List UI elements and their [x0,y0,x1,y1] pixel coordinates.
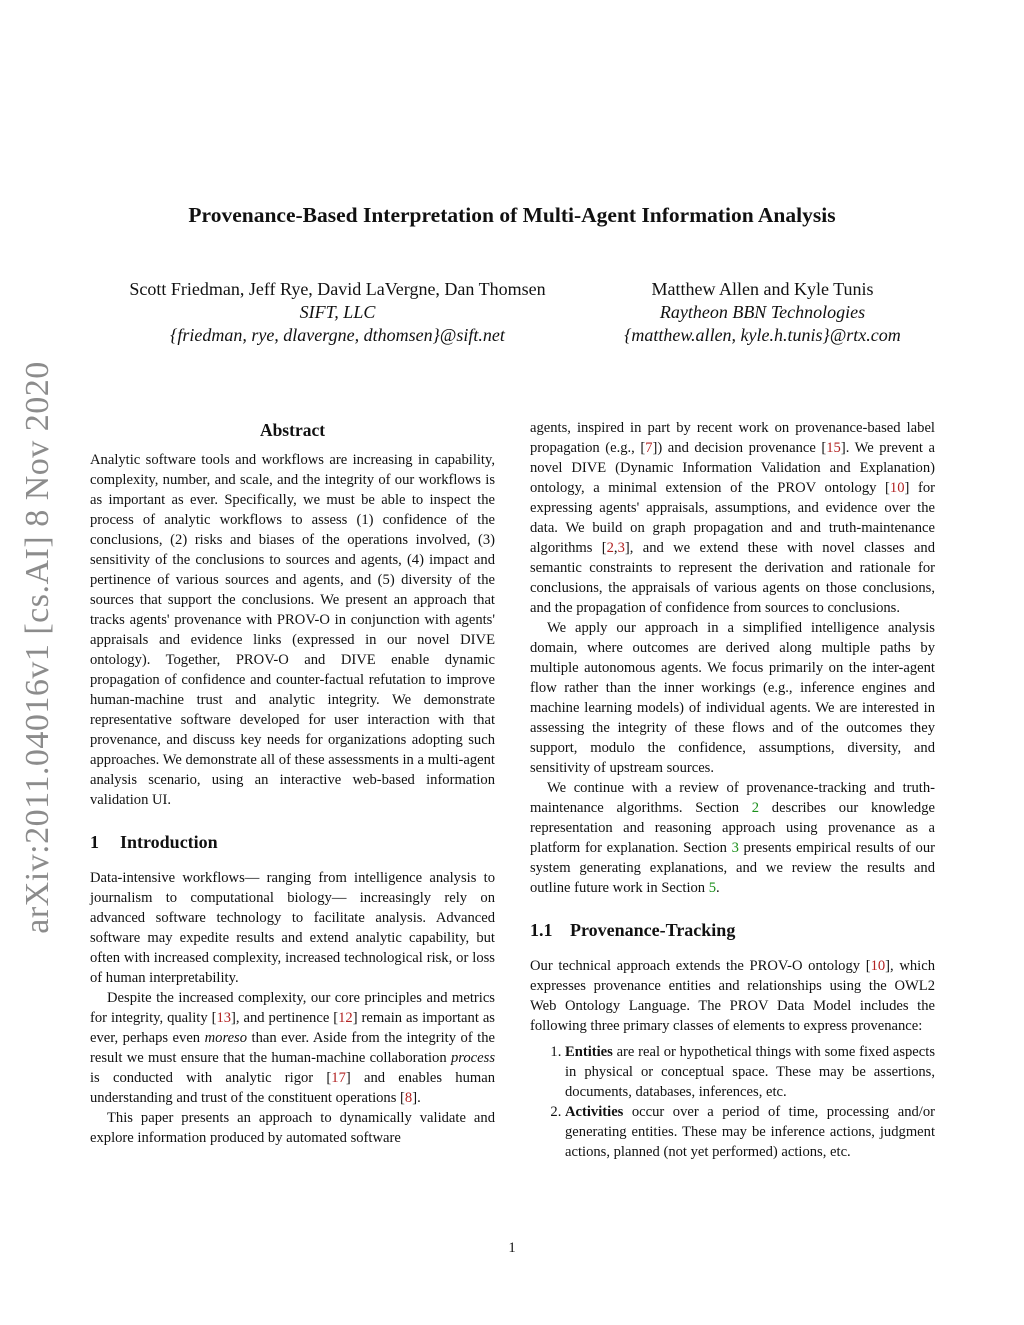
citation-link[interactable]: 8 [404,1090,413,1106]
author-names: Matthew Allen and Kyle Tunis [651,279,874,299]
section-title: Provenance-Tracking [570,920,736,940]
citation-link[interactable]: 13 [216,1010,232,1026]
section-number: 1 [90,832,99,852]
intro-paragraph-3-start: This paper presents an approach to dynamically validate and explore information produced by automated software [90,1110,495,1146]
author-email: {matthew.allen, kyle.h.tunis}@rtx.com [624,325,901,345]
section-number: 1.1 [530,920,553,940]
author-block-raytheon [585,278,940,347]
citation-link[interactable]: 15 [826,440,841,456]
citation-link[interactable]: 17 [331,1070,346,1086]
section-link[interactable]: 5 [708,880,717,896]
citation-link[interactable]: 10 [870,958,886,974]
intro-paragraph-1: Data-intensive workflows— ranging from intelligence analysis to journalism to computational biology— increasingly rely on advanced software technology to facilitate analysis. Advanced software may expedite results and extend analytic capability, but often with increased complexity, increased technological risk, or loss of human interpretability. [90,870,495,986]
section-link[interactable]: 2 [751,800,760,816]
intro-paragraph-4: We apply our approach in a simplified intelligence analysis domain, where outcomes are derived along multiple paths by multiple autonomous agents. We focus primarily on the inter-agent flow rather than the inner workings (e.g., inference engines and machine learning models) of individual agents. We are interested in assessing the integrity of these flows and of the outcomes they support, modulo the confidence, assumptions, diversity, and sensitivity of upstream sources. [530,620,935,776]
author-affiliation: Raytheon BBN Technologies [659,302,866,322]
section-heading-introduction [90,832,495,852]
citation-link[interactable]: 7 [645,440,653,456]
page-number: 1 [508,1240,516,1256]
right-column [530,418,935,1162]
list-item: 2. Activities occur over a period of time, processing and/or generating entities. These may be inference actions, judgment actions, planned (not yet performed) actions, etc. [565,1102,935,1162]
prov-classes-list [530,1042,935,1162]
left-column [90,418,495,1148]
citation-link[interactable]: 2 [606,540,614,556]
section-link[interactable]: 3 [731,840,739,856]
citation-link[interactable]: 10 [889,480,905,496]
citation-link[interactable]: 12 [338,1010,353,1026]
arxiv-side-stamp [12,360,64,935]
paper-title: Provenance-Based Interpretation of Multi-Agent Information Analysis [188,203,836,227]
abstract-text: Analytic software tools and workflows are increasing in capability, complexity, number, and scale, and the integrity of our workflows is as important as ever. Specifically, we must be able to inspect the process of analytic workflows to assess (1) confidence of the conclusions, (2) risks and biases of the operations involved, (3) sensitivity of the conclusions to sources and agents, (4) impact and pertinence of various sources and agents, and (5) diversity of the sources that support the conclusions. We present an approach that tracks agents' provenance with PROV-O in conjunction with agents' appraisals and evidence links (expressed in our novel DIVE ontology). Together, PROV-O and DIVE enable dynamic propagation of confidence and counter-factual refutation to improve human-machine trust and analytic integrity. We demonstrate representative software developed for user interaction with that provenance, and discuss key needs for organizations adopting such approaches. We demonstrate all of these assessments in a multi-agent analysis scenario, using an interactive web-based information validation UI. [90,452,495,808]
abstract-heading: Abstract [259,420,326,440]
arxiv-identifier: arXiv:2011.04016v1 [cs.AI] 8 Nov 2020 [19,361,56,934]
citation-link[interactable]: 3 [617,540,625,556]
section-heading-provenance-tracking [530,920,935,940]
author-block-sift [90,278,585,347]
section-title: Introduction [120,832,218,852]
intro-paragraph-5: We continue with a review of provenance-tracking and truth-maintenance algorithms. Section 2 describes our knowledge representation and reasoning approach using provenance as a platform for explanation. Section 3 presents empirical results of our system generating explanations, and we review the results and outline future work in Section 5. [530,780,935,896]
intro-paragraph-3-continued: agents, inspired in part by recent work on provenance-based label propagation (e.g., [7]) and decision provenance [15]. We prevent a novel DIVE (Dynamic Information Validation and Explanation) ontology, a minimal extension of the PROV ontology [10] for expressing agents' appraisals, assumptions, and evidence over the data. We build on graph propagation and and truth-maintenance algorithms [2,3], and we extend these with novel classes and semantic constraints to represent the derivation and rationale for conclusions, the appraisals of various agents on those conclusions, and the propagation of confidence from sources to conclusions. [530,420,936,616]
author-email: {friedman, rye, dlavergne, dthomsen}@sift.net [170,325,505,345]
author-affiliation: SIFT, LLC [299,302,376,322]
author-names: Scott Friedman, Jeff Rye, David LaVergne, Dan Thomsen [129,279,546,299]
list-item: 1. Entities are real or hypothetical things with some fixed aspects in physical or conceptual space. These may be assertions, documents, databases, inferences, etc. [565,1042,935,1102]
intro-paragraph-2: Despite the increased complexity, our core principles and metrics for integrity, quality [13], and pertinence [12] remain as important as ever, perhaps even moreso than ever. Aside from the integrity of the result we must ensure that the human-machine collaboration process is conducted with analytic rigor [17] and enables human understanding and trust of the constituent operations [8]. [90,990,496,1106]
provenance-paragraph-1: Our technical approach extends the PROV-O ontology [10], which expresses provenance entities and relationships using the OWL2 Web Ontology Language. The PROV Data Model includes the following three primary classes of elements to express provenance: [530,958,935,1034]
